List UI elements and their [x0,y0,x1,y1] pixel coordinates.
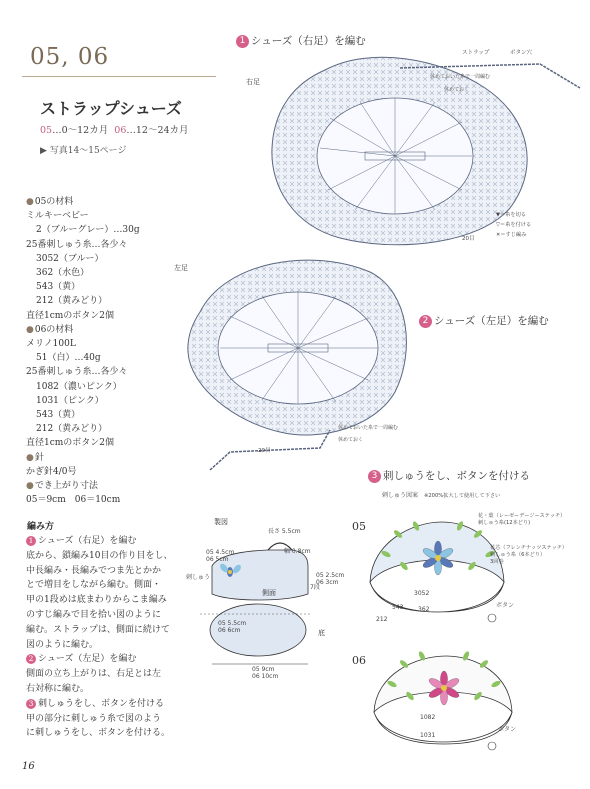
step1-text: シューズ（右足）を編む [251,35,366,47]
right-foot-chart [240,48,590,258]
step3-badge: 3 [368,470,381,483]
legend-attach: ▽＝糸を付ける [496,222,532,228]
step3-text: 刺しゅうをし、ボタンを付ける [383,470,530,482]
emb-05-lower [370,582,504,612]
materials-item: 25番刺しゅう糸…各少々 [26,239,128,250]
materials-item: 2（ブルーグレー）…30g [36,225,140,236]
emb-scale-note: ※200%拡大して使用して下さい [424,493,501,499]
method-step-badge: 1 [26,536,36,546]
emb-05-label: 05 [352,520,366,533]
materials-item: 直径1cmのボタン2個 [26,438,115,449]
color-1082: 1082 [420,714,436,721]
age-range [40,122,189,136]
materials-item: 1082（濃いピンク） [36,381,122,392]
right-note-2: 休めておく [444,87,470,93]
materials-item: 212（黄みどり） [36,296,108,307]
dim-length: 05 9cm 06 10cm [252,666,279,680]
method-line-text: 刺しゅうをし、ボタンを付ける [38,698,165,709]
method-line [26,726,206,741]
method-line [26,534,206,549]
age-05-number: 05 [40,125,53,136]
materials-item: 1031（ピンク） [36,395,104,406]
center-note: 花芯（フレンチナッツステッチ） 刺しゅう糸（6本どり） 3回巻 [490,545,568,565]
step2-badge: 2 [419,315,432,328]
chart-legend [496,210,531,240]
method-line-text: 側面の立ち上がりは、右足とは左 [26,669,162,680]
method-line-text: 右対称に編む。 [26,683,90,694]
button-06-label: ボタン [498,726,517,733]
emb-06-label: 06 [352,654,366,667]
page-number: 16 [22,761,35,772]
method-line-text: とで増目をしながら編む。側面・ [26,580,162,591]
materials-list [26,195,140,507]
strap-width: 幅 0.8cm [284,548,311,555]
color-1031: 1031 [420,732,436,739]
color-3052: 3052 [414,590,430,597]
button-05-icon [488,614,496,622]
step1-heading [236,33,366,48]
age-06-text: …12～24カ月 [126,125,189,136]
method-line-text: 甲の1段めは底まわりからこま編み [26,595,167,606]
method-line-text: 底から、鎖編み10目の作り目をし、 [26,550,173,561]
method-line [26,682,206,697]
materials-item: 3052（ブルー） [36,253,104,264]
method-heading: 編み方 [27,522,55,532]
color-543: 543 [392,604,404,611]
structure-title: 製図 [214,518,228,526]
button-05-label: ボタン [496,602,515,609]
dim-side-top: 05 4.5cm 06 5cm [206,549,235,563]
color-212: 212 [376,616,388,623]
materials-item: メリノ100L [26,339,76,350]
emb-06-lower [374,712,512,744]
materials-item: 05＝9cm 06＝10cm [26,495,121,506]
leaf-note: 花・葉（レーゼーデージーステッチ） 刺しゅう糸(12本どり) [478,513,566,526]
dim-sole: 05 5.5cm 06 6cm [218,620,247,634]
left-foot-chart [170,252,420,472]
left-note-1: 休めておいた糸で一周編む [338,425,399,431]
method-line-text: 甲の部分に刺しゅう糸で図のよう [26,713,162,724]
emb-subtitle: 刺しゅう図案 [382,492,419,499]
materials-item: 212（黄みどり） [36,424,108,435]
method-line [26,667,206,682]
method-line [26,652,206,667]
pattern-title: ストラップシューズ [40,99,182,118]
side-label: 側面 [262,589,276,597]
materials-heading: ● でき上がり寸法 [26,479,140,493]
materials-heading: ● 針 [26,451,140,465]
age-06-number: 06 [114,125,127,136]
legend-cut: ▼＝糸を切る [496,212,526,218]
dim-rows: 7段 [310,584,320,591]
attach-icon: ▽ [496,222,500,228]
left-count: 20目 [258,448,271,454]
left-label: 左足 [174,264,188,272]
method-line [26,549,206,564]
materials-item: 直径1cmのボタン2個 [26,310,115,321]
materials-item: 362（水色） [36,268,90,279]
materials-item: 543（黄） [36,282,81,293]
photo-reference: ▶ 写真14～15ページ [40,146,127,156]
method-line-text: に刺しゅうをし、ボタンを付ける。 [26,728,171,739]
step1-badge: 1 [236,35,249,48]
method-text [26,534,206,741]
color-362: 362 [418,606,430,613]
method-line-text: 図のように編む。 [26,639,99,650]
dim-height: 05 2.5cm 06 3cm [316,572,345,586]
right-label: 右足 [246,78,260,86]
left-note-2: 休めておく [338,437,364,443]
method-line [26,564,206,579]
method-line [26,638,206,653]
method-line-text: のすじ編みで目を拾い図のように [26,609,162,620]
strap-length: 長さ 5.5cm [268,528,301,535]
step2-heading [419,313,549,328]
bottom-label: 底 [318,629,325,637]
right-button-label: ボタン穴 [510,50,533,56]
suji-icon: ✕ [496,232,501,238]
right-note-1: 休めておいた糸で一周編む [430,74,491,80]
materials-item: 51（白）…40g [36,353,101,364]
emb-06-pattern [360,648,520,768]
age-05-text: …0～12カ月 [52,125,109,136]
method-line [26,608,206,623]
emb-label: 刺しゅう [186,574,211,581]
pattern-number: 05, 06 [30,44,110,70]
materials-heading: ● 06の材料 [26,323,140,337]
materials-item: 543（黄） [36,410,81,421]
materials-item: 25番刺しゅう糸…各少々 [26,367,128,378]
title-divider [22,76,216,77]
button-06-icon [488,742,496,750]
materials-item: ミルキーベビー [26,211,89,222]
right-count: 20目 [462,236,475,242]
method-line-text: シューズ（右足）を編む [38,536,137,546]
method-line [26,593,206,608]
method-step-badge: 2 [26,654,36,664]
method-line [26,712,206,727]
method-line [26,578,206,593]
materials-item: かぎ針4/0号 [26,466,77,477]
legend-suji: ✕＝すじ編み [496,232,527,238]
method-line [26,697,206,712]
cut-icon: ▼ [496,212,500,218]
method-line [26,623,206,638]
method-line-text: シューズ（左足）を編む [38,654,137,665]
step2-text: シューズ（左足）を編む [434,315,549,327]
method-line-text: 編む。ストラップは、側面に続けて [26,624,170,635]
method-step-badge: 3 [26,699,36,709]
right-strap-label: ストラップ [462,50,490,56]
materials-heading: ● 05の材料 [26,195,140,209]
method-line-text: 中長編み・長編みでつま先とかか [26,565,162,576]
